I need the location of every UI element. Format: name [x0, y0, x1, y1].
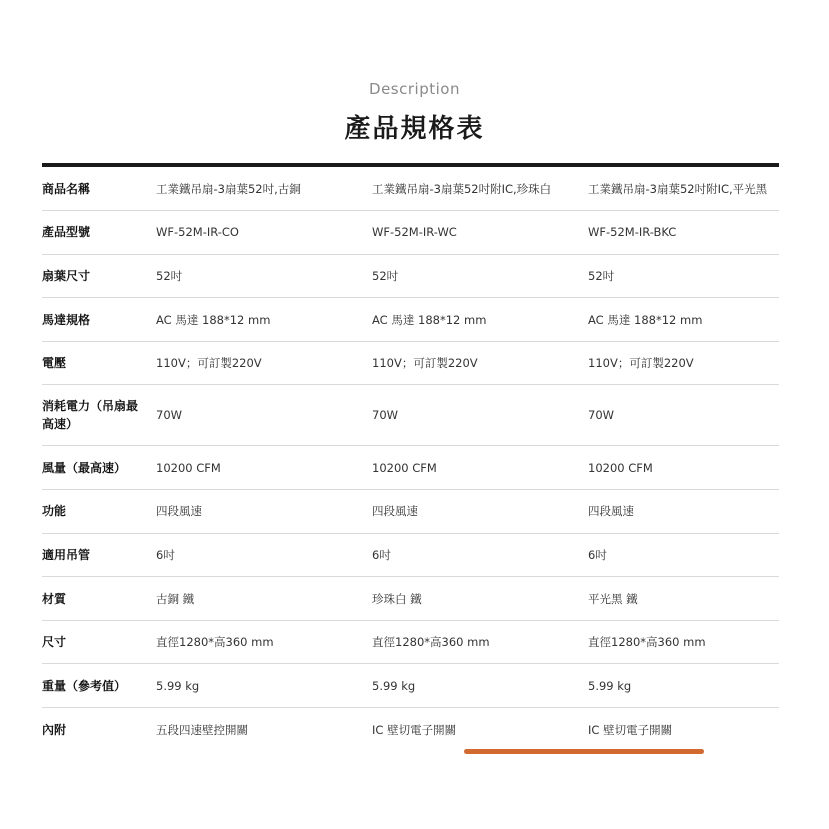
- table-cell: 古銅 鐵: [146, 577, 362, 621]
- page-title: 產品規格表: [344, 114, 485, 144]
- table-cell: 6吋: [578, 533, 779, 577]
- table-cell: 工業鐵吊扇-3扇葉52吋,古銅: [146, 167, 362, 211]
- row-label: 風量（最高速）: [42, 446, 146, 490]
- table-cell: 6吋: [362, 533, 578, 577]
- table-cell: 五段四速壁控開關: [156, 722, 248, 737]
- table-cell: IC 壁切電子開關: [588, 722, 673, 737]
- table-row: [42, 254, 779, 298]
- row-label: 馬達規格: [42, 298, 146, 342]
- table-row: [42, 490, 779, 534]
- table-cell: 直徑1280*高360 mm: [362, 620, 578, 664]
- table-cell: WF-52M-IR-BKC: [578, 211, 779, 255]
- section-eyebrow: Description: [369, 80, 460, 98]
- table-cell: IC 壁切電子開關: [372, 722, 457, 737]
- table-cell: AC 馬達 188*12 mm: [362, 298, 578, 342]
- table-cell: 52吋: [362, 254, 578, 298]
- table-cell: 70W: [146, 385, 362, 446]
- table-cell: 四段風速: [146, 490, 362, 534]
- table-cell: AC 馬達 188*12 mm: [146, 298, 362, 342]
- row-label: 消耗電力（吊扇最高速）: [42, 385, 146, 446]
- table-cell: WF-52M-IR-CO: [146, 211, 362, 255]
- table-row: [42, 167, 779, 211]
- row-label: 適用吊管: [42, 533, 146, 577]
- table-cell: 10200 CFM: [578, 446, 779, 490]
- row-label: 功能: [42, 490, 146, 534]
- row-label: 電壓: [42, 341, 146, 385]
- table-cell: 70W: [362, 385, 578, 446]
- table-row: [42, 533, 779, 577]
- table-cell: AC 馬達 188*12 mm: [578, 298, 779, 342]
- table-row: [42, 385, 779, 446]
- table-row: [42, 577, 779, 621]
- table-cell: 5.99 kg: [578, 664, 779, 708]
- table-cell: 珍珠白 鐵: [362, 577, 578, 621]
- table-cell: 工業鐵吊扇-3扇葉52吋附IC,平光黑: [578, 167, 779, 211]
- spec-table: [42, 167, 779, 751]
- table-cell: 70W: [578, 385, 779, 446]
- table-cell: WF-52M-IR-WC: [362, 211, 578, 255]
- row-label: 產品型號: [42, 211, 146, 255]
- table-row: [42, 211, 779, 255]
- table-cell: 5.99 kg: [146, 664, 362, 708]
- row-label: 材質: [42, 577, 146, 621]
- table-row: [42, 664, 779, 708]
- table-cell: 110V；可訂製220V: [146, 341, 362, 385]
- table-row: [42, 620, 779, 664]
- table-row: [42, 708, 779, 752]
- table-cell: 四段風速: [362, 490, 578, 534]
- table-cell: 6吋: [146, 533, 362, 577]
- row-label: 尺寸: [42, 620, 146, 664]
- table-cell: 5.99 kg: [362, 664, 578, 708]
- table-row: [42, 341, 779, 385]
- table-row: [42, 446, 779, 490]
- table-cell: 110V；可訂製220V: [362, 341, 578, 385]
- table-cell: 52吋: [578, 254, 779, 298]
- table-cell: 52吋: [146, 254, 362, 298]
- table-cell: 10200 CFM: [362, 446, 578, 490]
- row-label: 內附: [42, 722, 67, 737]
- table-cell: 直徑1280*高360 mm: [578, 620, 779, 664]
- table-cell: 110V；可訂製220V: [578, 341, 779, 385]
- row-label: 扇葉尺寸: [42, 254, 146, 298]
- table-cell: 10200 CFM: [146, 446, 362, 490]
- table-cell: 平光黑 鐵: [578, 577, 779, 621]
- table-cell: 四段風速: [578, 490, 779, 534]
- accent-underline: [464, 749, 704, 754]
- table-row: [42, 298, 779, 342]
- row-label: 商品名稱: [42, 167, 146, 211]
- table-cell: 工業鐵吊扇-3扇葉52吋附IC,珍珠白: [362, 167, 578, 211]
- table-cell: 直徑1280*高360 mm: [146, 620, 362, 664]
- row-label: 重量（參考值）: [42, 664, 146, 708]
